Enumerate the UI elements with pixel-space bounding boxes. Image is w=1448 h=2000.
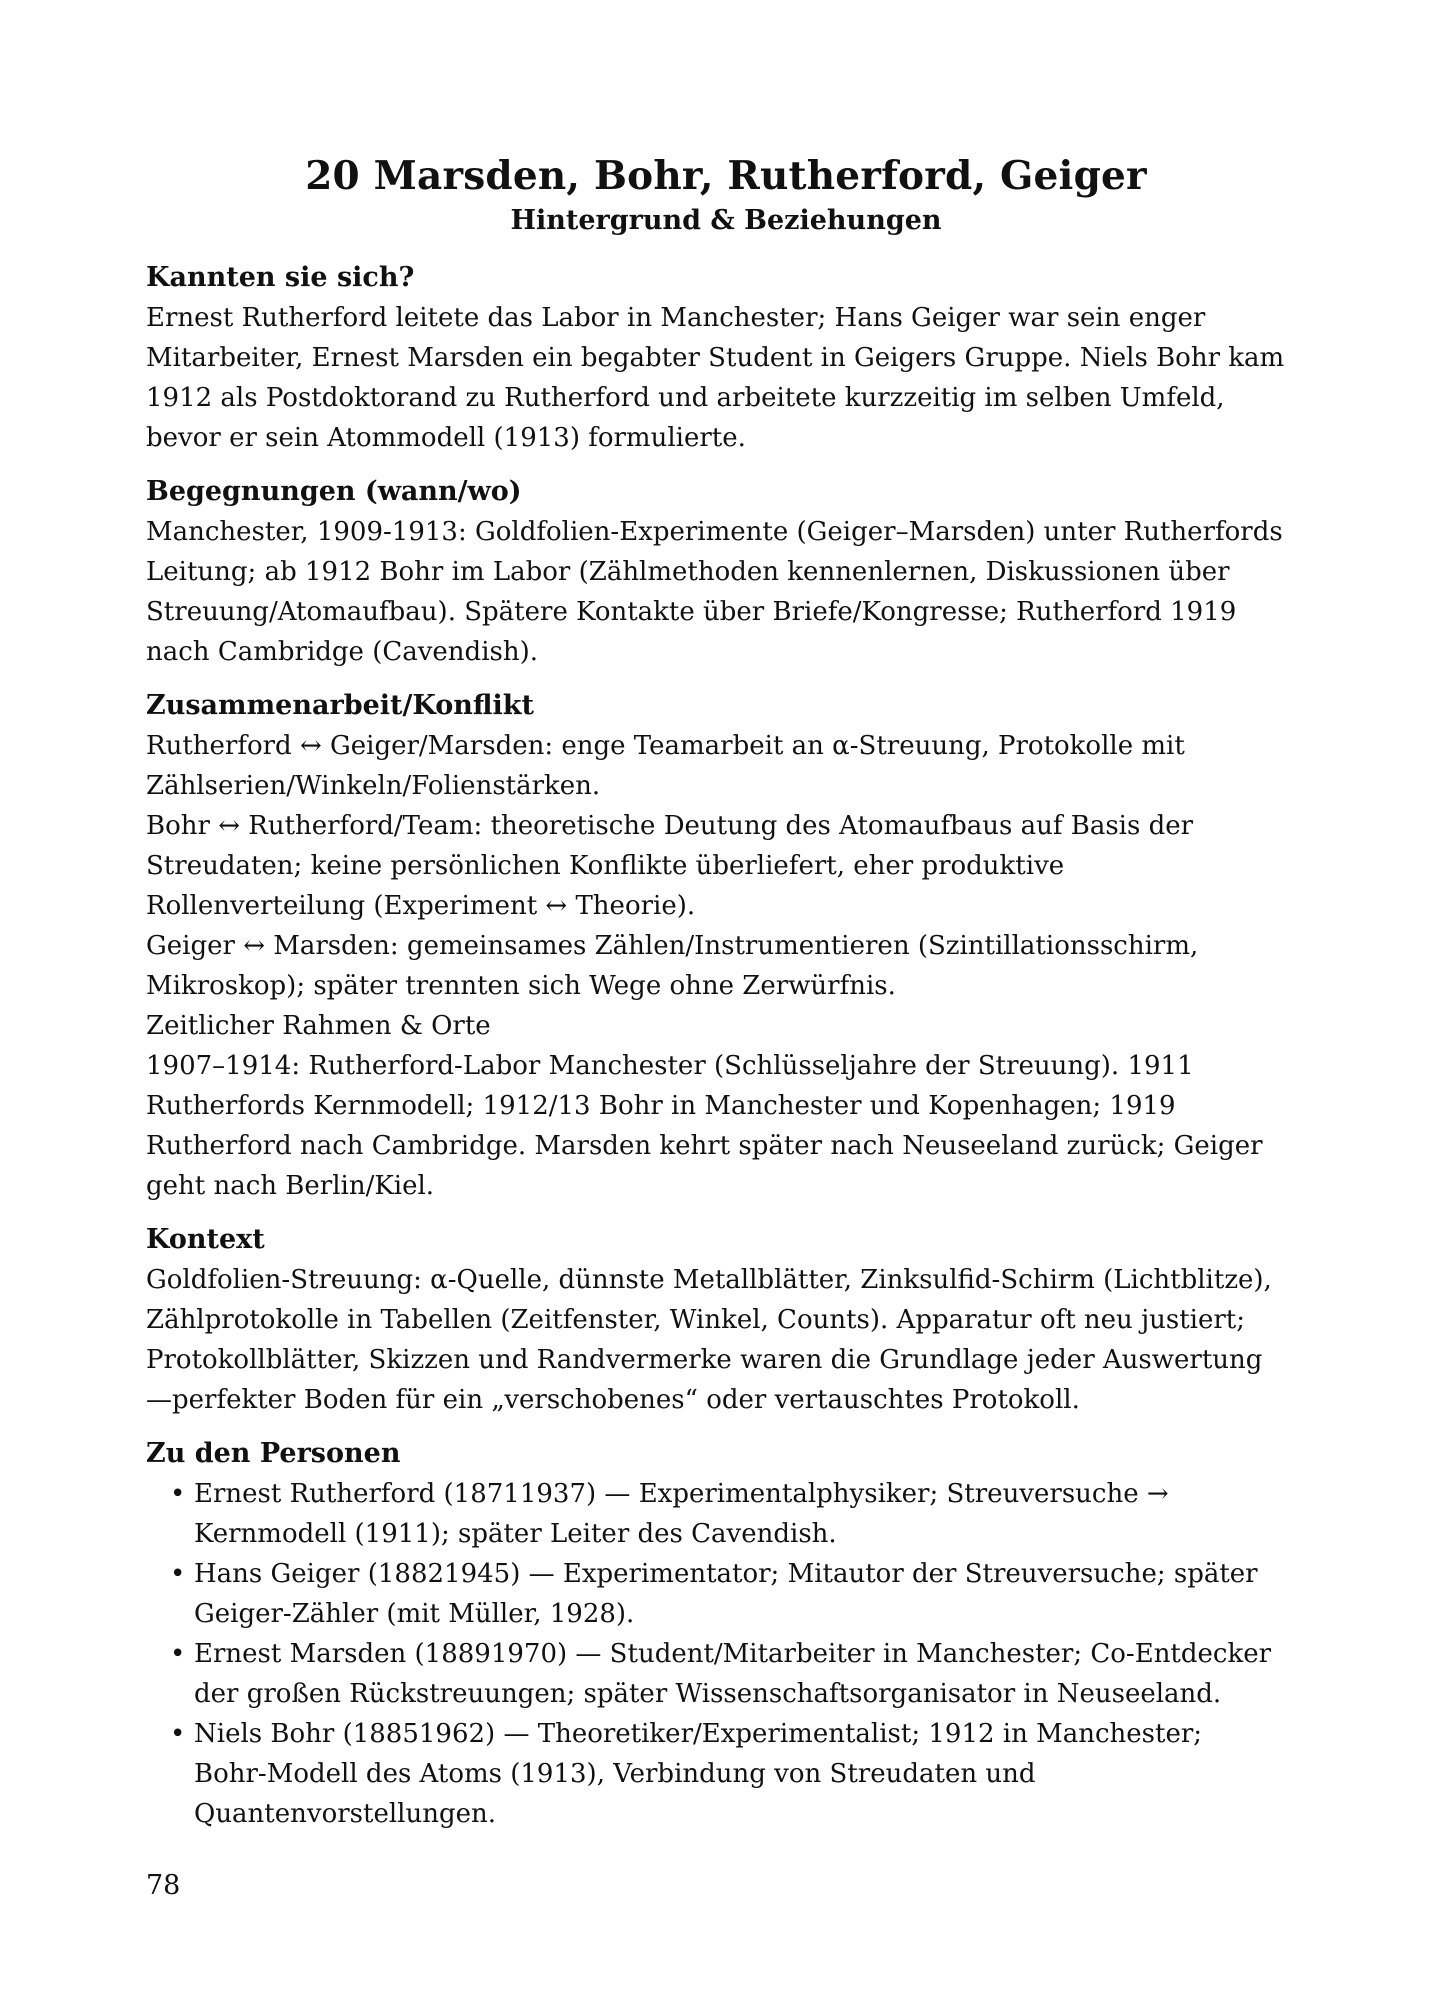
chapter-title: 20 Marsden, Bohr, Rutherford, Geiger [305, 153, 1147, 199]
section-paragraph: Zeitlicher Rahmen & Orte [146, 1011, 491, 1041]
section-heading: Zu den Personen [146, 1438, 401, 1469]
section-paragraph: Rutherford ↔ Geiger/Marsden: enge Teamarbeit an α-Streuung, Protokolle mit Zählserien/Winkeln/Folienstärken. [146, 731, 1185, 801]
section-paragraph: Ernest Rutherford leitete das Labor in Manchester; Hans Geiger war sein enger Mitarbeiter, Ernest Marsden ein begabter Student in Geigers Gruppe. Niels Bohr kam 1912 als Postdoktorand zu Rutherford und arbeitete kurzzeitig im selben Umfeld, bevor er sein Atommodell (1913) formulierte. [146, 303, 1285, 453]
section-heading: Begegnungen (wann/wo) [146, 476, 522, 507]
chapter-subtitle: Hintergrund & Beziehungen [510, 205, 942, 236]
section-kontext [146, 1220, 1306, 1420]
section-personen [146, 1434, 1306, 1834]
section-heading: Kannten sie sich? [146, 262, 415, 293]
section-heading: Kontext [146, 1224, 265, 1255]
list-item: • Niels Bohr (18851962) — Theoretiker/Experimentalist; 1912 in Manchester; Bohr-Modell des Atoms (1913), Verbindung von Streudaten und Quantenvorstellungen. [194, 1714, 1306, 1834]
section-paragraph: Manchester, 1909-1913: Goldfolien-Experimente (Geiger–Marsden) unter Rutherfords Leitung; ab 1912 Bohr im Labor (Zählmethoden kennenlernen, Diskussionen über Streuung/Atomaufbau). Spätere Kontakte über Briefe/Kongresse; Rutherford 1919 nach Cambridge (Cavendish). [146, 517, 1283, 667]
section-paragraph: Bohr ↔ Rutherford/Team: theoretische Deutung des Atomaufbaus auf Basis der Streudaten; keine persönlichen Konflikte überliefert, eher produktive Rollenverteilung (Experiment ↔ Theorie). [146, 811, 1194, 921]
section-kannten [146, 258, 1306, 458]
list-item: • Ernest Rutherford (18711937) — Experimentalphysiker; Streuversuche → Kernmodell (1911); später Leiter des Cavendish. [194, 1474, 1306, 1554]
section-heading: Zusammenarbeit/Konflikt [146, 690, 534, 721]
page-number: 78 [146, 1870, 181, 1901]
list-item: • Hans Geiger (18821945) — Experimentator; Mitautor der Streuversuche; später Geiger-Zähler (mit Müller, 1928). [194, 1554, 1306, 1634]
persons-list [146, 1474, 1306, 1834]
page-content [146, 150, 1306, 1848]
list-item: • Ernest Marsden (18891970) — Student/Mitarbeiter in Manchester; Co-Entdecker der großen Rückstreuungen; später Wissenschaftsorganisator in Neuseeland. [194, 1634, 1306, 1714]
section-paragraph: Geiger ↔ Marsden: gemeinsames Zählen/Instrumentieren (Szintillationsschirm, Mikroskop); später trennten sich Wege ohne Zerwürfnis. [146, 931, 1199, 1001]
section-zusammenarbeit [146, 686, 1306, 1206]
section-paragraph: 1907–1914: Rutherford-Labor Manchester (Schlüsseljahre der Streuung). 1911 Rutherfords Kernmodell; 1912/13 Bohr in Manchester und Kopenhagen; 1919 Rutherford nach Cambridge. Marsden kehrt später nach Neuseeland zurück; Geiger geht nach Berlin/Kiel. [146, 1051, 1263, 1201]
section-paragraph: Goldfolien-Streuung: α-Quelle, dünnste Metallblätter, Zinksulfid-Schirm (Lichtblitze), Zählprotokolle in Tabellen (Zeitfenster, Winkel, Counts). Apparatur oft neu justiert; Protokollblätter, Skizzen und Randvermerke waren die Grundlage jeder Auswertung—perfekter Boden für ein „verschobenes“ oder vertauschtes Protokoll. [146, 1265, 1272, 1415]
section-begegnungen [146, 472, 1306, 672]
